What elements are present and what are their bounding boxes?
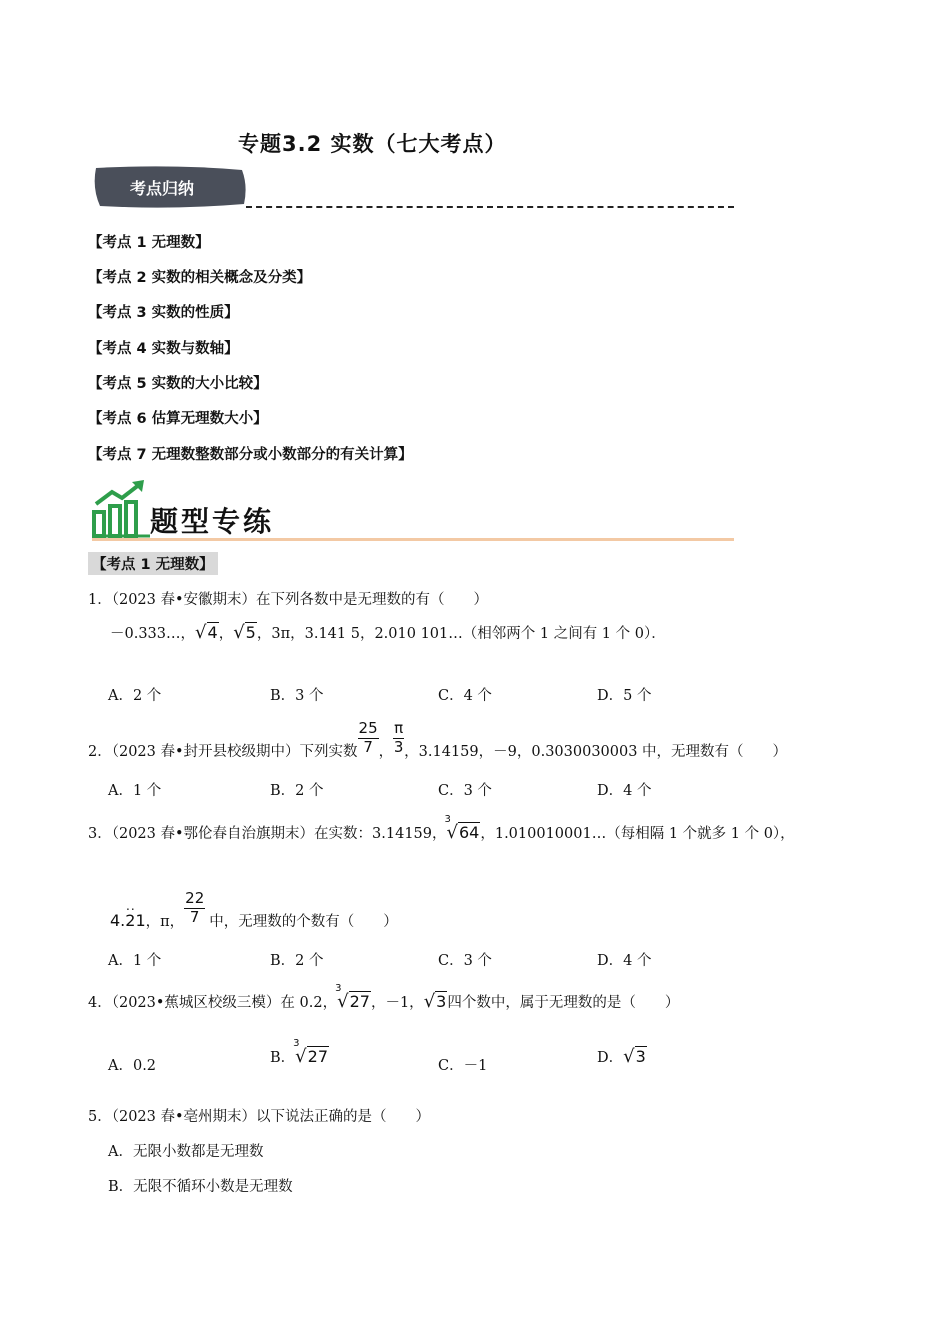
q4-option-b-index: 3	[293, 1038, 300, 1049]
q1-text-b: ，3π，3.141 5，2.010 101…（相邻两个 1 之间有 1 个 0）．	[256, 626, 666, 642]
q3-fraction	[184, 891, 205, 926]
q2-f1-den: 7	[363, 738, 373, 756]
q5-stem: 5．（2023 春•亳州期末）以下说法正确的是（ ）	[88, 1109, 431, 1125]
q3-suffix: ，1.010010001…（每相隔 1 个就多 1 个 0），	[480, 826, 795, 842]
q3-line2	[110, 886, 398, 931]
q1-option-b[interactable]: B．3 个	[270, 688, 324, 704]
q4-mid: ，－1，	[370, 995, 424, 1011]
kaodian-item-6: 【考点 6 估算无理数大小】	[88, 411, 268, 427]
q3-option-b[interactable]: B．2 个	[270, 953, 324, 969]
q3-stem	[88, 814, 795, 843]
q2-f2-den: 3	[393, 738, 404, 756]
kaodian-item-2: 【考点 2 实数的相关概念及分类】	[88, 270, 312, 286]
kaodian-banner	[92, 164, 252, 214]
q4-prefix: 4．（2023•蕉城区校级三模）在 0.2，	[88, 995, 338, 1011]
section-tag: 【考点 1 无理数】	[88, 552, 218, 575]
q4-option-a[interactable]: A．0.2	[108, 1058, 157, 1074]
kaodian-item-5: 【考点 5 实数的大小比较】	[88, 376, 268, 392]
q1-option-c[interactable]: C．4 个	[438, 688, 492, 704]
q2-fraction-1	[358, 721, 379, 756]
q3-repeating-decimal	[110, 899, 146, 930]
q1-sqrt-b-body: 5	[245, 623, 256, 642]
q3-decimal-value: 4.21	[110, 911, 146, 930]
q1-numbers	[110, 622, 666, 643]
q2-prefix: 2．（2023 春•封开县校级期中）下列实数	[88, 744, 358, 760]
q1-sqrt-a: √4	[195, 622, 218, 643]
q3-option-a[interactable]: A．1 个	[108, 953, 162, 969]
q1-option-d[interactable]: D．5 个	[597, 688, 652, 704]
q4-option-b[interactable]	[270, 1038, 329, 1067]
q4-option-d-body: 3	[635, 1047, 646, 1066]
q2-option-a[interactable]: A．1 个	[108, 783, 162, 799]
q3-option-c[interactable]: C．3 个	[438, 953, 492, 969]
q4-option-c[interactable]: C．－1	[438, 1058, 488, 1074]
q4-stem	[88, 983, 680, 1012]
page-title: 专题3.2 实数（七大考点）	[238, 132, 507, 156]
q1-sep: ，	[218, 626, 234, 642]
q3-repeat-dots: ..	[126, 899, 136, 913]
q2-option-c[interactable]: C．3 个	[438, 783, 492, 799]
q4-suffix: 四个数中，属于无理数的是（ ）	[447, 995, 680, 1011]
q3-prefix: 3．（2023 春•鄂伦春自治旗期末）在实数：3.14159，	[88, 826, 447, 842]
q3-cbrt-body: 64	[458, 823, 480, 842]
q4-cbrt-body: 27	[349, 992, 370, 1011]
q2-suffix: ，3.14159，－9，0.3030030003 中，无理数有（ ）	[404, 744, 788, 760]
q4-cbrt-index: 3	[335, 983, 342, 994]
q1-text-a: －0.333…，	[110, 626, 196, 642]
q4-option-d[interactable]	[597, 1046, 647, 1067]
q3-f-num: 22	[185, 889, 205, 908]
q2-f2-num: π	[394, 719, 404, 738]
q2-comma: ，	[378, 744, 394, 760]
kaodian-item-7: 【考点 7 无理数整数部分或小数部分的有关计算】	[88, 447, 413, 463]
kaodian-item-3: 【考点 3 实数的性质】	[88, 305, 239, 321]
q4-option-d-label: D．	[597, 1050, 624, 1066]
banner-label: 考点归纳	[130, 179, 195, 198]
q1-stem: 1．（2023 春•安徽期末）在下列各数中是无理数的有（ ）	[88, 592, 489, 608]
q4-option-b-body: 27	[307, 1047, 328, 1066]
q3-f-den: 7	[189, 908, 200, 926]
q3-cbrt-index: 3	[444, 814, 451, 825]
dashed-divider	[246, 206, 734, 208]
q4-option-b-label: B．	[270, 1050, 296, 1066]
q2-option-b[interactable]: B．2 个	[270, 783, 324, 799]
q3-line2-suffix: 中，无理数的个数有（ ）	[209, 914, 398, 930]
bar-chart-growth-icon	[92, 478, 152, 542]
q4-sqrt: √3	[423, 991, 447, 1012]
kaodian-item-4: 【考点 4 实数与数轴】	[88, 341, 239, 357]
q4-cbrt: 3 √27	[335, 983, 370, 1012]
q3-mid: ，π，	[145, 914, 185, 930]
kaodian-item-1: 【考点 1 无理数】	[88, 235, 210, 251]
q1-sqrt-b: √5	[233, 622, 256, 643]
q2-option-d[interactable]: D．4 个	[597, 783, 652, 799]
q2-f1-num: 25	[358, 719, 378, 738]
section-underline	[92, 538, 734, 541]
q5-option-b[interactable]: B．无限不循环小数是无理数	[108, 1179, 293, 1195]
q3-option-d[interactable]: D．4 个	[597, 953, 652, 969]
q3-cbrt: 3 √64	[444, 814, 480, 843]
q4-sqrt-body: 3	[436, 992, 447, 1011]
q4-option-d-sqrt: √3	[623, 1046, 646, 1067]
q4-option-b-cbrt: 3 √27	[293, 1038, 328, 1067]
q2-stem	[88, 716, 787, 761]
q1-sqrt-a-body: 4	[207, 623, 218, 642]
section-title: 题型专练	[150, 505, 275, 538]
q5-option-a[interactable]: A．无限小数都是无理数	[108, 1144, 264, 1160]
q1-option-a[interactable]: A．2 个	[108, 688, 162, 704]
q2-fraction-2	[393, 721, 404, 756]
